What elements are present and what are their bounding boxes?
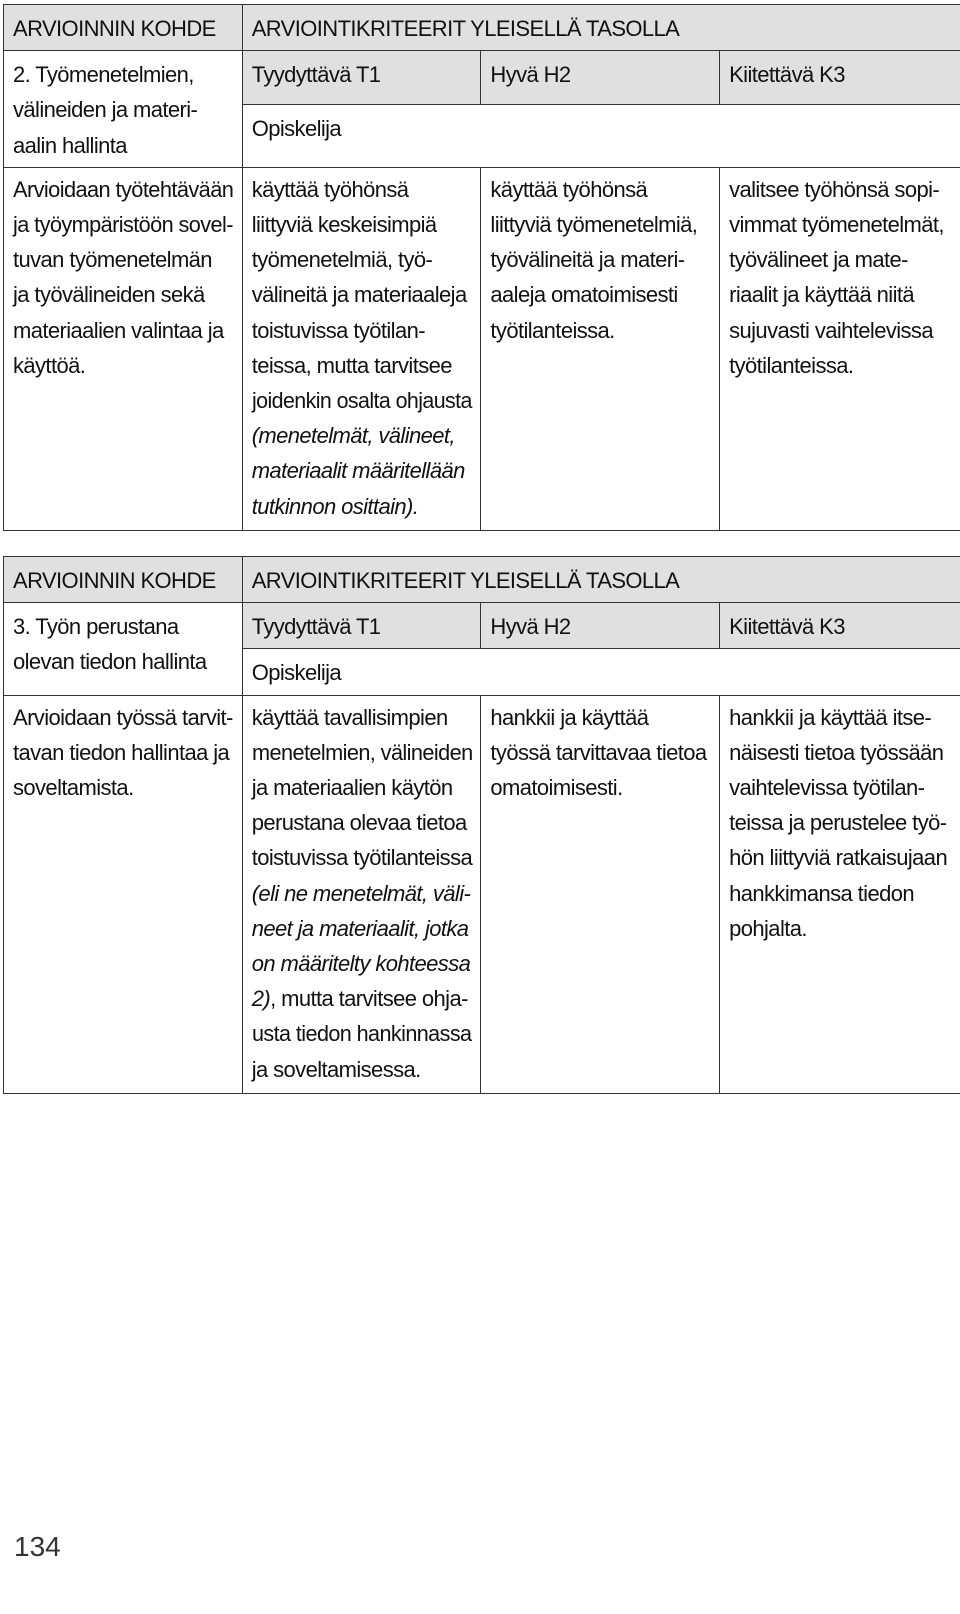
- level-t1: Tyydyttävä T1: [242, 51, 481, 105]
- header-assessment-criteria: ARVIOINTIKRITEERIT YLEISELLÄ TASOLLA: [242, 5, 960, 51]
- student-label: Opiskelija: [242, 649, 960, 695]
- subject-cell: 2. Työmenetelmien, välineiden ja materi- aalin hallinta: [4, 51, 243, 168]
- object-description: Arvioidaan työssä tarvit- tavan tiedon hallintaa ja soveltamista.: [4, 695, 243, 1093]
- criteria-k3: valitsee työhönsä sopi- vimmat työmenetelmät, työvälineet ja mate- riaalit ja käyttää niitä sujuvasti vaihtelevissa työtilanteissa.: [720, 167, 960, 530]
- level-h2: Hyvä H2: [481, 603, 720, 649]
- level-k3: Kiitettävä K3: [720, 603, 960, 649]
- level-k3: Kiitettävä K3: [720, 51, 960, 105]
- criteria-table-2: [3, 556, 960, 1094]
- criteria-h2: käyttää työhönsä liittyviä työmenetelmiä, työvälineitä ja materi- aaleja omatoimisesti työtilanteissa.: [481, 167, 720, 530]
- header-assessment-object: ARVIOINNIN KOHDE: [4, 5, 243, 51]
- criteria-h2: hankkii ja käyttää työssä tarvittavaa tietoa omatoimisesti.: [481, 695, 720, 1093]
- level-t1: Tyydyttävä T1: [242, 603, 481, 649]
- object-description: Arvioidaan työtehtävään ja työympäristöön sovel- tuvan työmenetelmän ja työvälineiden sekä materiaalien valintaa ja käyttöä.: [4, 167, 243, 530]
- student-label: Opiskelija: [242, 104, 960, 167]
- header-assessment-criteria: ARVIOINTIKRITEERIT YLEISELLÄ TASOLLA: [242, 557, 960, 603]
- criteria-t1: käyttää tavallisimpien menetelmien, välineiden ja materiaalien käytön perustana olevaa tietoa toistuvissa työtilanteissa (eli ne menetelmät, väli- neet ja materiaalit, jotka on määritelty kohteessa 2), mutta tarvitsee ohja- usta tiedon hankinnassa ja soveltamisessa.: [242, 695, 481, 1093]
- criteria-k3: hankkii ja käyttää itse- näisesti tietoa työssään vaihtelevissa työtilan- teissa ja perustelee työ- hön liittyviä ratkaisujaan hankkimansa tiedon pohjalta.: [720, 695, 960, 1093]
- header-assessment-object: ARVIOINNIN KOHDE: [4, 557, 243, 603]
- criteria-t1: käyttää työhönsä liittyviä keskeisimpiä työmenetelmiä, työ- välineitä ja materiaaleja toistuvissa työtilan- teissa, mutta tarvitsee joidenkin osalta ohjausta (menetelmät, välineet, materiaalit määritellään tutkinnon osittain).: [242, 167, 481, 530]
- subject-cell: 3. Työn perustana olevan tiedon hallinta: [4, 603, 243, 695]
- level-h2: Hyvä H2: [481, 51, 720, 105]
- page-number: 134: [14, 1531, 61, 1562]
- criteria-table-1: [3, 4, 960, 531]
